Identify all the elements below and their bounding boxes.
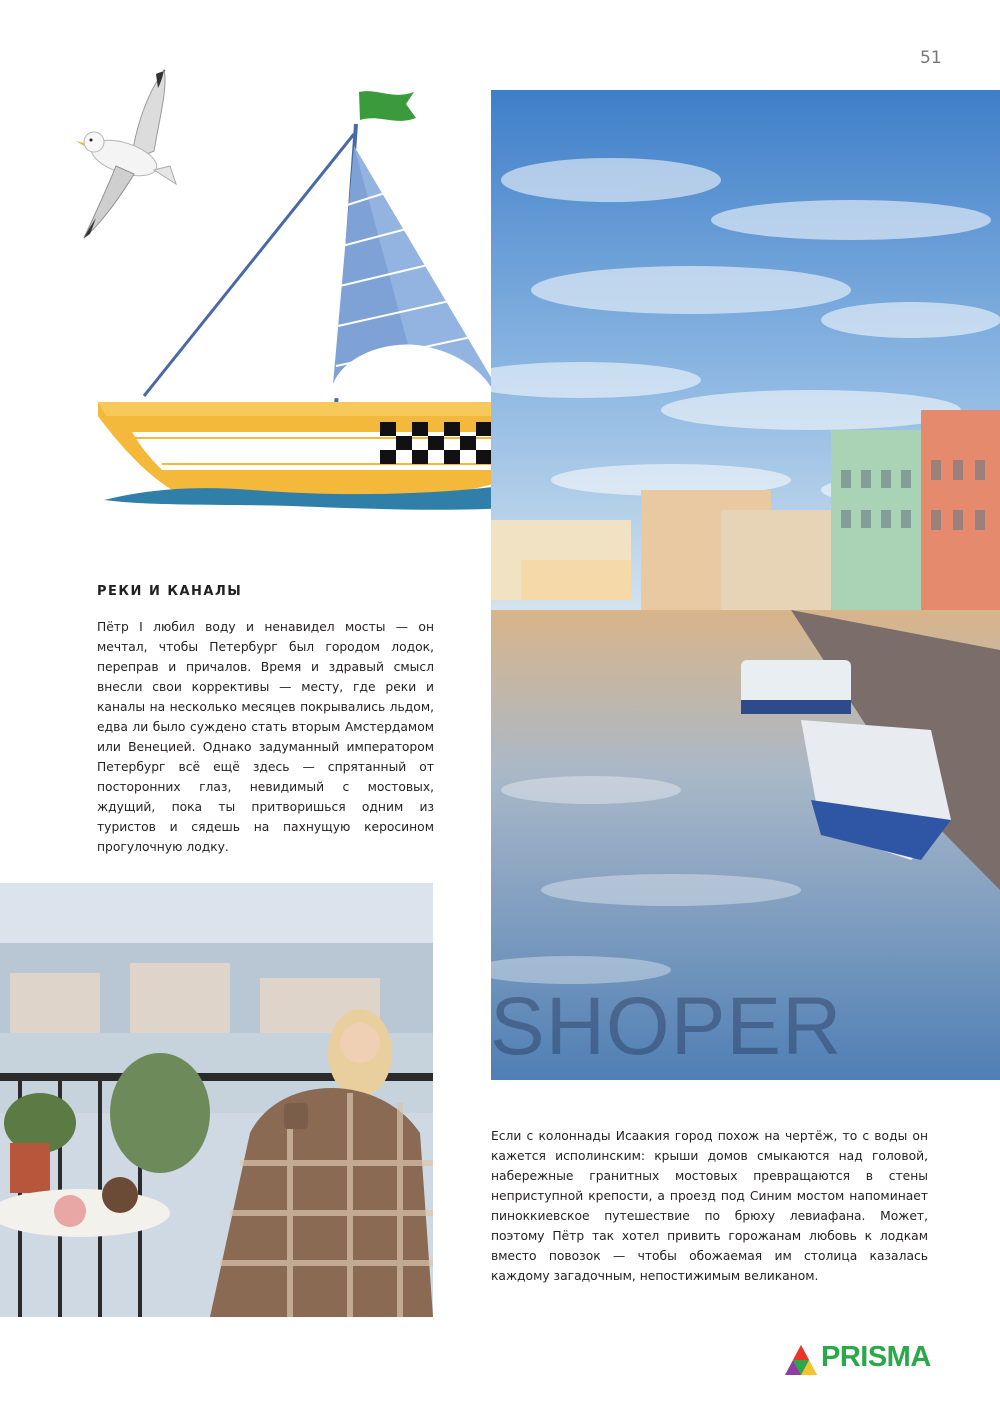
balcony-photo bbox=[0, 883, 433, 1317]
body-paragraph-2: Если с колоннады Исаакия город похож на чертёж, то с воды он кажется исполинским: крыши домов смыкаются над головой, набережные гранитных мостовых превращаются в стены неприступной крепости, а проезд под Синим мостом напоминает пиноккиевское путешествие по брюху левиафана. Может, поэтому Пётр так хотел привить горожанам любовь к лодкам вместо повозок — чтобы обожаемая им столица казалась каждому загадочным, непостижимым великаном. bbox=[491, 1129, 928, 1283]
prisma-triangle-icon bbox=[783, 1343, 819, 1379]
body-paragraph-1: Пётр I любил воду и ненавидел мосты — он мечтал, чтобы Петербург был городом лодок, переправ и причалов. Время и здравый смысл внесли свои коррективы — месту, где реки и каналы на несколько месяцев покрывались льдом, едва ли было суждено стать вторым Амстердамом или Венецией. Однако задуманный императором Петербург всё ещё здесь — спрятанный от посторонних глаз, невидимый с мостовых, ждущий, пока ты притворишься одним из туристов и сядешь на пахнущую керосином прогулочную лодку. bbox=[97, 620, 434, 854]
watermark-text: SHOPER bbox=[490, 981, 843, 1072]
prisma-logo bbox=[783, 1341, 953, 1377]
canal-photo bbox=[491, 90, 1000, 1080]
prisma-logo-text: PRISMA bbox=[821, 1341, 931, 1373]
section-heading: РЕКИ И КАНАЛЫ bbox=[97, 584, 243, 599]
page-number: 51 bbox=[920, 48, 942, 68]
